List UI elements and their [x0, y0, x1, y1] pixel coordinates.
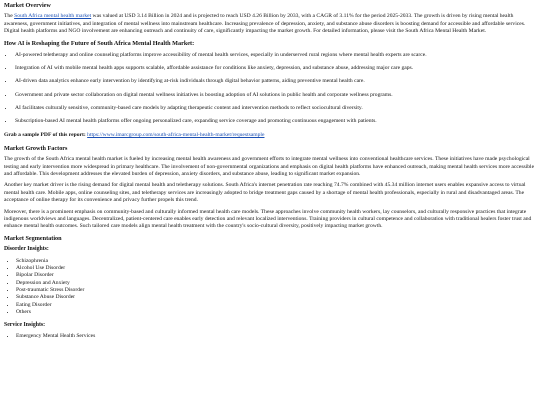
- ai-bullet-item: • Subscription-based AI mental health platforms offer ongoing personalized care, expanding service coverage and promoting continuous engagement with patients.: [14, 118, 536, 125]
- segmentation-heading: Market Segmentation: [4, 234, 62, 242]
- ai-bullet-item: • Government and private sector collaboration on digital mental wellness initiatives is boosting adoption of AI solutions in public health and corporate wellness programs.: [14, 92, 536, 99]
- sample-pdf-link[interactable]: https://www.imarcgroup.com/south-africa-mental-health-market/requestsample: [87, 131, 265, 138]
- overview-text-post: was valued at USD 3.14 Billion in 2024 and is projected to reach USD 4.26 Billion by 2033, with a CAGR of 3.11% for the period 2025-2033. The growth is driven by rising mental health awareness, government initiatives, and integration of mental wellness into mainstream healthcare. Increasing prevalence of depression, anxiety, and substance abuse disorders is boosting demand for accessible and affordable services. Digital health platforms and NGO involvement are enhancing outreach and continuity of care, significantly impacting the market growth. For detailed information, please visit the South Africa Mental Health Market.: [4, 13, 526, 34]
- disorder-insights-heading: Disorder Insights:: [4, 245, 49, 252]
- sample-pdf-label: Grab a sample PDF of this report:: [4, 131, 86, 138]
- market-overview-heading: Market Overview: [4, 2, 51, 9]
- service-insights-heading: Service Insights:: [4, 321, 46, 328]
- growth-factors-heading: Market Growth Factors: [4, 145, 68, 153]
- service-item: • Emergency Mental Health Services: [16, 333, 536, 340]
- ai-bullet-item: • AI-powered teletherapy and online counseling platforms improve accessibility of mental health services, especially in underserved rural regions where mental health experts are scarce.: [14, 52, 536, 59]
- disorder-item: • Bipolar Disorder: [16, 272, 536, 279]
- market-overview-paragraph: [4, 13, 536, 35]
- growth-paragraph: Another key market driver is the rising demand for digital mental health and teletherapy solutions. South Africa's internet penetration rate reaching 74.7% combined with 45.34 million internet users enables expansive access to virtual mental health care. Mobile apps, online counseling sites, and teletherapy services are increasingly adopted to bridge treatment gaps caused by a shortage of mental health professionals, especially in rural and disadvantaged areas. The acceptance of online therapy for its convenience and privacy further propels this trend.: [4, 182, 526, 204]
- growth-paragraph: Moreover, there is a prominent emphasis on community-based and culturally informed mental health care models. These approaches involve community health workers, lay counselors, and culturally responsive practices that integrate indigenous worldviews and languages. Decentralized, patient-centered care enables early detection and relevant localized interventions. Training providers in cultural competence and collaboration with traditional healers foster trust and enhance mental health outcomes. Such tailored care models align mental health treatment with the country's socio-cultural diversity, positively impacting market growth.: [4, 208, 532, 230]
- ai-bullet-item: • Integration of AI with mobile mental health apps supports scalable, affordable assistance for conditions like anxiety, depression, and substance abuse, addressing major care gaps.: [14, 65, 536, 72]
- disorder-item: • Schizophrenia: [16, 258, 536, 265]
- ai-bullet-item: • AI-driven data analytics enhance early intervention by identifying at-risk individuals through digital behavior patterns, aiding preventive mental health care.: [14, 78, 536, 85]
- disorder-item: • Eating Disorder: [16, 302, 536, 309]
- ai-bullet-item: • AI facilitates culturally sensitive, community-based care models by adapting therapeutic content and intervention methods to reflect sociocultural diversity.: [14, 105, 536, 112]
- ai-bullet-list: [4, 52, 536, 126]
- disorder-item: • Substance Abuse Disorder: [16, 294, 536, 301]
- overview-text-pre: The: [4, 13, 15, 20]
- sample-pdf-line: [4, 132, 536, 139]
- ai-section-heading: How AI is Reshaping the Future of South Africa Mental Health Market:: [4, 40, 195, 48]
- growth-paragraph: The growth of the South Africa mental health market is fueled by increasing mental health awareness and government efforts to integrate mental wellness into conventional healthcare services. These initiatives have made psychological testing and early intervention more widespread in primary healthcare. The involvement of non-governmental organizations and emphasis on digital health platforms have enhanced outreach, making mental health services more accessible and affordable. This development addresses the elevated burden of depression, anxiety disorders, and substance abuse, leading to significant market expansion.: [4, 156, 535, 178]
- service-list: [4, 333, 536, 340]
- disorder-item: • Alcohol Use Disorder: [16, 265, 536, 272]
- disorder-list: [4, 258, 536, 317]
- disorder-item: • Others: [16, 309, 536, 316]
- disorder-item: • Post-traumatic Stress Disorder: [16, 287, 536, 294]
- disorder-item: • Depression and Anxiety: [16, 280, 536, 287]
- market-link[interactable]: South Africa mental health market: [14, 13, 92, 20]
